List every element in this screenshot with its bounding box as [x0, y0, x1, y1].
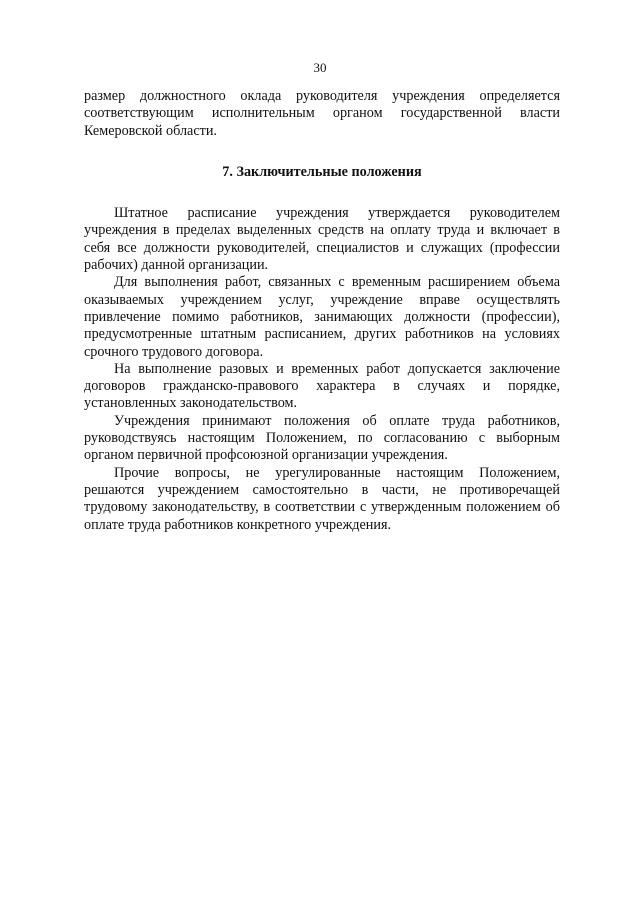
paragraph-temporary-work: Для выполнения работ, связанных с временным расширением объема оказываемых учреждением услуг, учреждение вправе осуществлять привлечение помимо работников, занимающих должности (профессии), предусмотренные штатным расписанием, других работников на условиях срочного трудового договора.	[84, 274, 560, 360]
paragraph-staff-schedule: Штатное расписание учреждения утверждается руководителем учреждения в пределах выделенных средств на оплату труда и включает в себя все должности руководителей, специалистов и служащих (профессии рабочих) данной организации.	[84, 205, 560, 274]
page-number: 30	[313, 60, 327, 75]
paragraph-pay-regulations: Учреждения принимают положения об оплате труда работников, руководствуясь настоящим Положением, по согласованию с выборным органом первичной профсоюзной организации учреждения.	[84, 412, 560, 464]
paragraph-other-issues: Прочие вопросы, не урегулированные настоящим Положением, решаются учреждением самостоятельно в части, не противоречащей трудовому законодательству, в соответствии с утвержденным положением об оплате труда работников конкретного учреждения.	[84, 464, 560, 533]
paragraph-civil-contracts: На выполнение разовых и временных работ допускается заключение договоров гражданско-правового характера в случаях и порядке, установленных законодательством.	[84, 360, 560, 412]
continuation-paragraph: размер должностного оклада руководителя учреждения определяется соответствующим исполнительным органом государственной власти Кемеровской области.	[84, 88, 560, 139]
document-body	[84, 88, 560, 534]
section-title: 7. Заключительные положения	[222, 163, 422, 180]
